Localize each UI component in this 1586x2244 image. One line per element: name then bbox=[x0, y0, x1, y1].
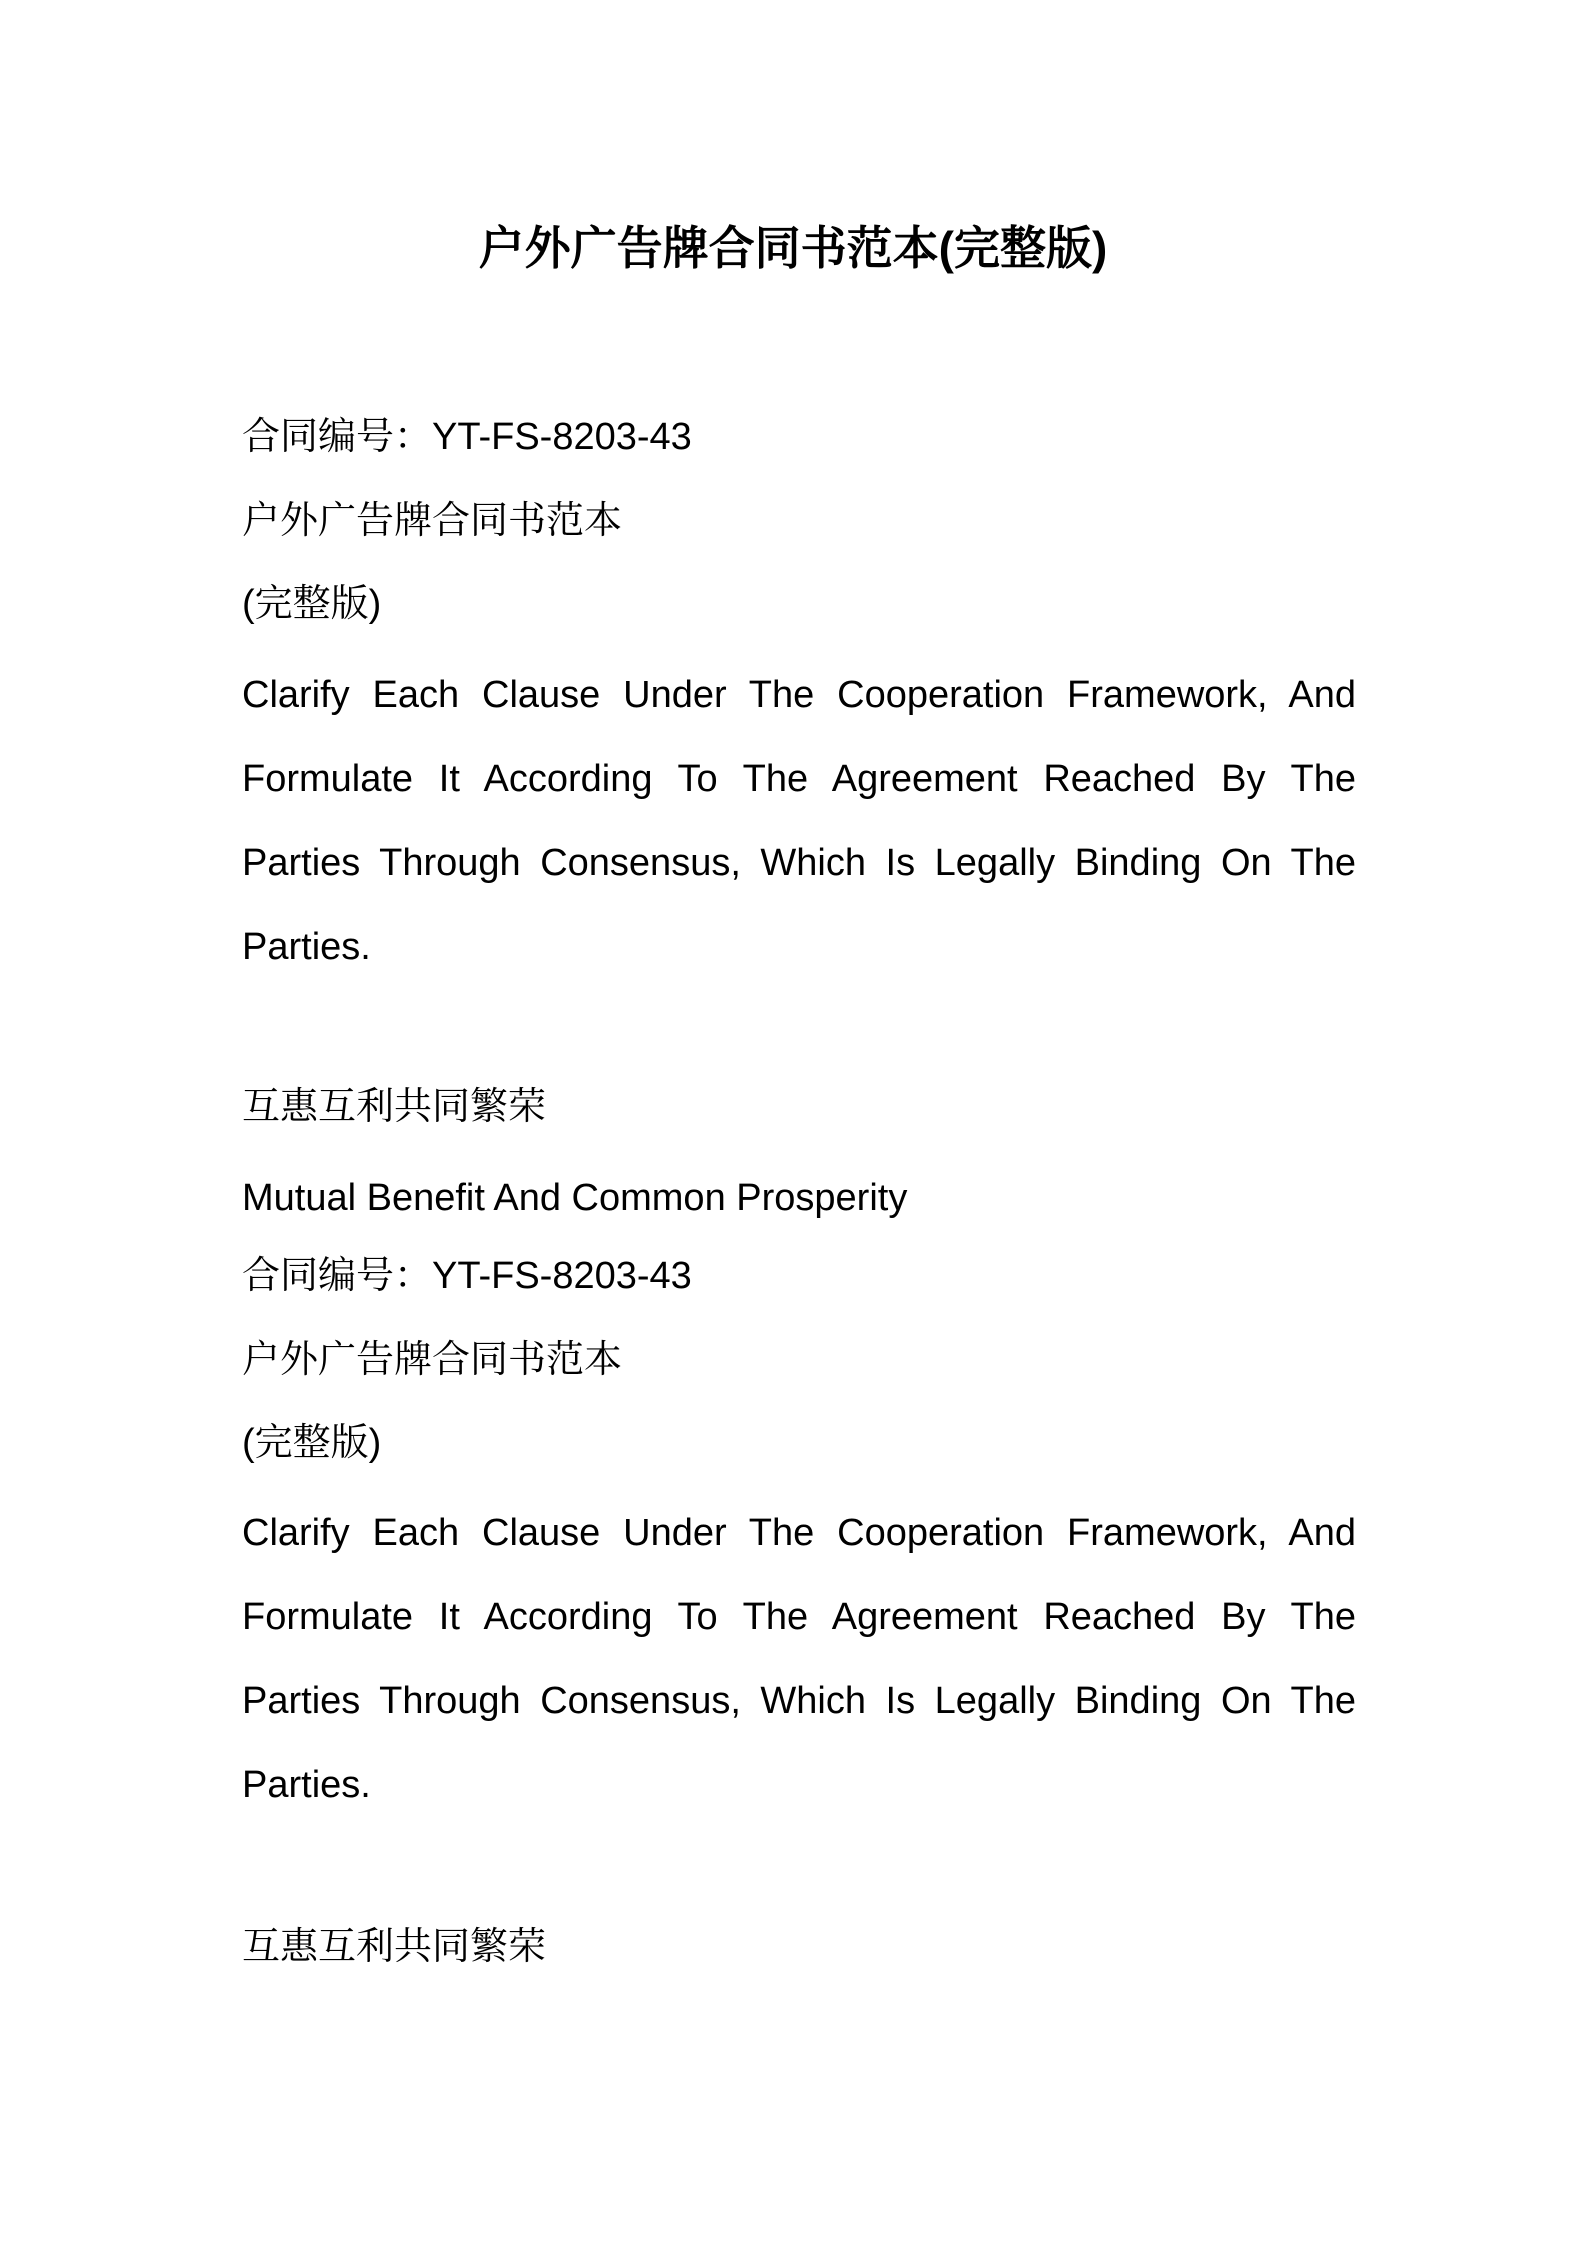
contract-subtitle: 户外广告牌合同书范本 bbox=[242, 500, 623, 542]
paragraph-line: Parties. bbox=[242, 926, 371, 968]
paragraph-line: Parties Through Consensus, Which Is Legally Binding On The bbox=[242, 842, 1356, 884]
paragraph-line: Formulate It According To The Agreement Reached By The bbox=[242, 758, 1356, 800]
intro-paragraph bbox=[242, 653, 1356, 989]
contract-number: 合同编号：YT-FS-8203-43 bbox=[242, 1255, 692, 1297]
paragraph-line: Clarify Each Clause Under The Cooperation Framework, And bbox=[242, 1512, 1356, 1554]
paragraph-line: Formulate It According To The Agreement Reached By The bbox=[242, 1596, 1356, 1638]
edition-label: (完整版) bbox=[242, 1422, 382, 1464]
edition-label: (完整版) bbox=[242, 583, 382, 625]
document-title: 户外广告牌合同书范本(完整版) bbox=[478, 222, 1108, 274]
motto-english: Mutual Benefit And Common Prosperity bbox=[242, 1177, 908, 1219]
paragraph-line: Parties. bbox=[242, 1764, 371, 1806]
paragraph-line: Parties Through Consensus, Which Is Legally Binding On The bbox=[242, 1680, 1356, 1722]
motto: 互惠互利共同繁荣 bbox=[242, 1926, 547, 1968]
motto: 互惠互利共同繁荣 bbox=[242, 1086, 547, 1128]
paragraph-line: Clarify Each Clause Under The Cooperation Framework, And bbox=[242, 674, 1356, 716]
contract-subtitle: 户外广告牌合同书范本 bbox=[242, 1339, 623, 1381]
contract-number: 合同编号：YT-FS-8203-43 bbox=[242, 416, 692, 458]
intro-paragraph bbox=[242, 1491, 1356, 1827]
